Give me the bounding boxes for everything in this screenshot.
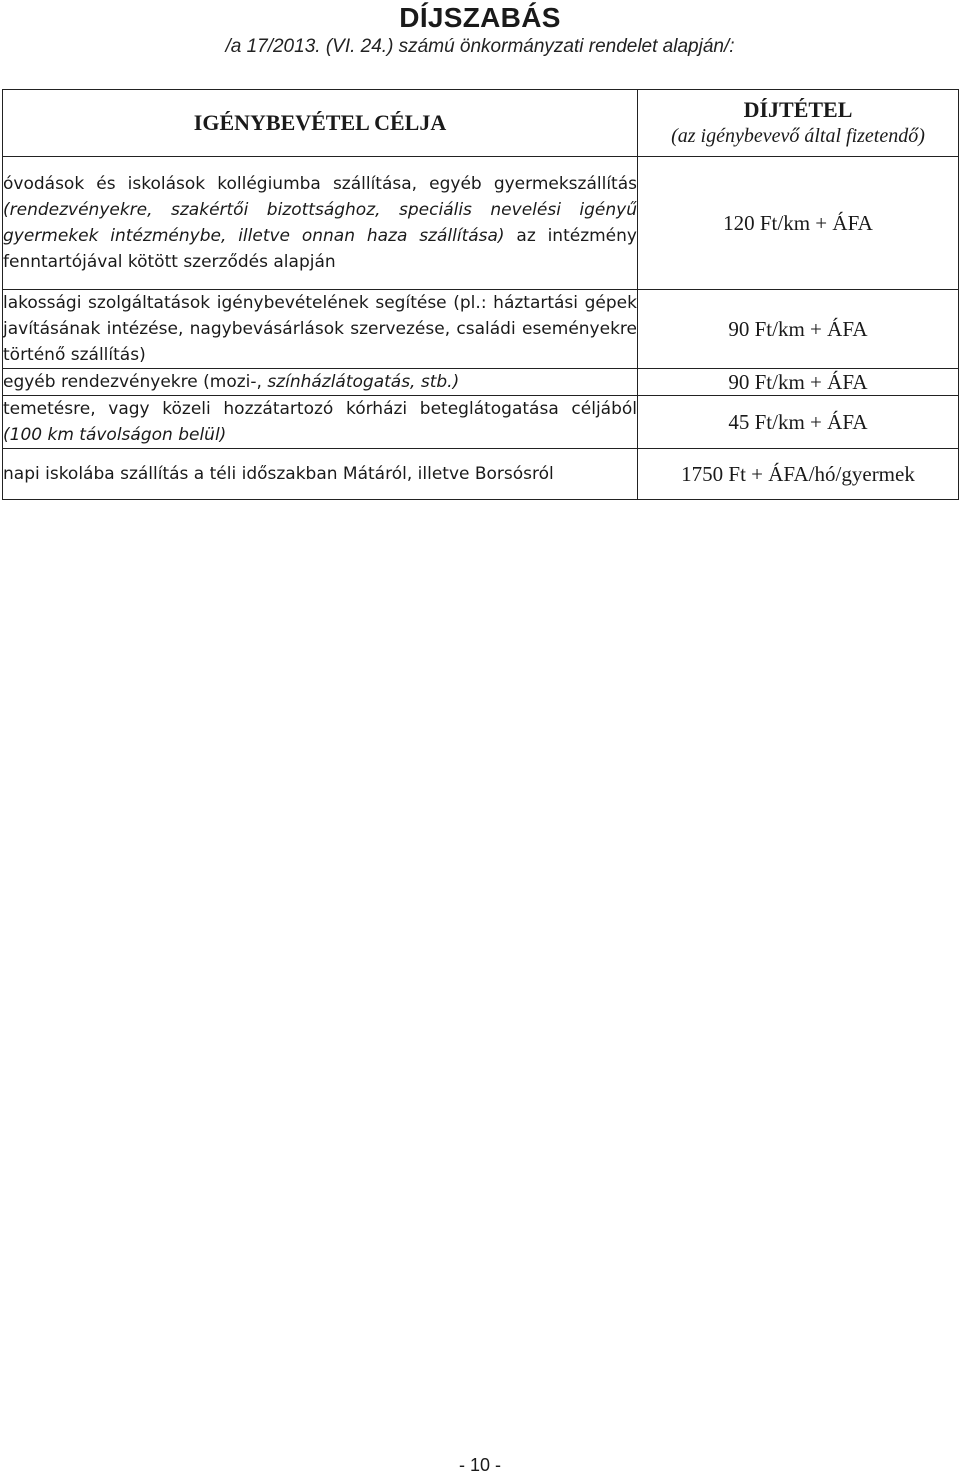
purpose-text: napi iskolába szállítás a téli időszakban Mátáról, illetve Borsósról [3, 464, 554, 484]
table-row [3, 369, 959, 396]
fee-cell: 90 Ft/km + ÁFA [638, 369, 959, 396]
fee-cell: 1750 Ft + ÁFA/hó/gyermek [638, 449, 959, 500]
purpose-cell [3, 157, 638, 290]
table-row [3, 396, 959, 449]
purpose-cell [3, 449, 638, 500]
fee-column-subtitle: (az igénybevevő által fizetendő) [671, 125, 925, 147]
table-row [3, 290, 959, 369]
purpose-text-italic: (100 km távolságon belül) [3, 425, 227, 445]
purpose-text-italic: (rendezvényekre, szakértői bizottsághoz, speciális nevelési igényű gyermekek intézménybe, illetve onnan haza szállítása) [3, 200, 637, 246]
purpose-text: az intézmény fenntartójával kötött szerződés alapján [3, 226, 637, 272]
purpose-column-header: IGÉNYBEVÉTEL CÉLJA [3, 90, 638, 157]
fee-cell: 120 Ft/km + ÁFA [638, 157, 959, 290]
purpose-text: temetésre, vagy közeli hozzátartozó kórházi beteglátogatása céljából [3, 399, 637, 419]
document-title: DÍJSZABÁS [399, 2, 561, 33]
table-row [3, 157, 959, 290]
fee-cell: 45 Ft/km + ÁFA [638, 396, 959, 449]
purpose-cell [3, 290, 638, 369]
purpose-text: óvodások és iskolások kollégiumba szállítása, egyéb gyermekszállítás [3, 174, 637, 194]
page-number: - 10 - [458, 1455, 501, 1475]
table-row [3, 449, 959, 500]
document-subtitle: /a 17/2013. (VI. 24.) számú önkormányzati rendelet alapján/: [225, 36, 735, 57]
table-header-row [3, 90, 959, 157]
purpose-text: egyéb rendezvényekre (mozi-, [3, 372, 268, 392]
purpose-cell [3, 369, 638, 396]
purpose-text: lakossági szolgáltatások igénybevételének segítése (pl.: háztartási gépek javításának intézése, nagybevásárlások szervezése, családi eseményekre történő szállítás) [3, 293, 637, 365]
purpose-cell [3, 396, 638, 449]
purpose-text-italic: színházlátogatás, stb.) [267, 372, 460, 392]
fee-table [2, 89, 959, 500]
fee-cell: 90 Ft/km + ÁFA [638, 290, 959, 369]
fee-column-title: DÍJTÉTEL [743, 97, 853, 122]
fee-column-header [638, 90, 959, 157]
